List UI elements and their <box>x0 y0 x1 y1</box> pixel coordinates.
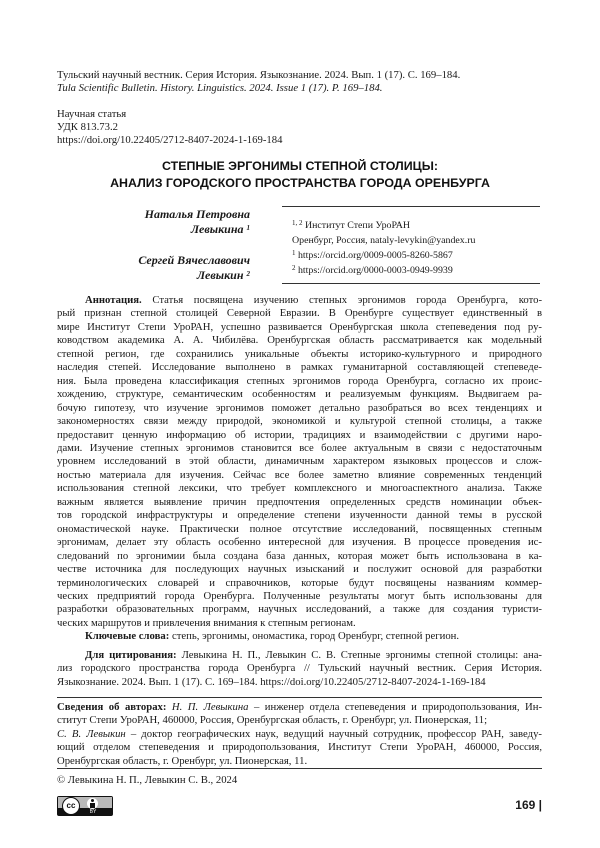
about-line: ститут Степи УроРАН, 460000, Россия, Оренбургская область, г. Оренбург, ул. Пионерская, 11; <box>57 714 488 727</box>
abstract-line: ностью материала для изучения. Сейчас все более заметно влияние современных тенденций <box>57 468 542 481</box>
about-line: ющий отделом степеведения и природопользования, Институт Степи УроРАН, 460000, Россия, <box>57 741 542 754</box>
orcid-2[interactable]: $^2$ https://orcid.org/0000-0003-0949-9939 <box>292 264 453 276</box>
keywords: Ключевые слова: степь, эргонимы, ономастика, город Оренбург, степной регион. <box>85 630 460 643</box>
copyright: © Левыкина Н. П., Левыкин С. В., 2024 <box>57 774 238 786</box>
citation-line: лиз городского пространства города Оренбурга // Тульский научный вестник. Серия История. <box>57 662 542 675</box>
abstract-line: ономастической науке. Практически полное отсутствие исследований, посвященных степным <box>57 522 542 535</box>
abstract-line: предоставит ценную информацию об истории, традициях и взаимодействии с другими наро- <box>57 428 542 441</box>
page-number: 169 | <box>515 798 542 812</box>
abstract <box>57 294 542 644</box>
journal-citation-ru: Тульский научный вестник. Серия История. Языкознание. 2024. Вып. 1 (17). С. 169–184. <box>57 69 461 81</box>
abstract-line: дами. Изучение степных эргонимов становится все более актуальным в связи с недостаточным <box>57 441 542 454</box>
abstract-line: тов городской инфраструктуры и определение степени изученности данной темы в русской <box>57 509 542 522</box>
article-type: Научная статья <box>57 108 127 120</box>
about-line: С. В. Левыкин – доктор географических наук, ведущий научный сотрудник, профессор РАН, заведу- <box>57 727 542 740</box>
author-2-sup: 2 <box>246 270 250 278</box>
abstract-line: степной регион, где сохранились уникальные объекты историко-культурного и природного <box>57 347 542 360</box>
author-2-surname: Левыкин $^2$ <box>196 268 250 282</box>
abstract-line: хождению, структуре, семантическим особенностям и реализуемым функциям. Выдвигаем ра- <box>57 388 542 401</box>
author-2-first-name: Сергей Вячеславович <box>138 253 250 267</box>
abstract-line: эргонимам, делает эту область особенно интересной для изучения. В процессе проведения ис- <box>57 536 542 549</box>
doi-link[interactable]: https://doi.org/10.22405/2712-8407-2024-1-169-184 <box>57 134 283 146</box>
abstract-line: закономерностях связи между природой, экономикой и культурой степной столицы, а также <box>57 415 542 428</box>
by-label: BY <box>89 809 97 815</box>
article-title-line-2: АНАЛИЗ ГОРОДСКОГО ПРОСТРАНСТВА ГОРОДА ОРЕНБУРГА <box>110 176 490 190</box>
abstract-line-last: ческих маршрутов и привлечения внимания к степным регионам. <box>57 616 356 629</box>
author-1-name <box>50 207 250 237</box>
abstract-line: терминологических словарей и справочников, которые будут посвящены названиям коммер- <box>57 576 542 589</box>
abstract-line: наследия степей. Исследование выполнено в рамках гуманитарной составляющей степеведе- <box>57 361 542 374</box>
author-1-sup: 1 <box>246 224 250 232</box>
affiliation-address: Оренбург, Россия, nataly-levykin@yandex.ru <box>292 235 476 246</box>
attribution-person-icon <box>87 798 98 809</box>
abstract-line: ния. Была проведена классификация степных эргонимов города Оренбурга, согласно их проис- <box>57 374 542 387</box>
abstract-line: важным является выявление причин предпочтения определенных средств номинации объек- <box>57 495 542 508</box>
about-authors-bottom-rule <box>57 768 542 769</box>
cc-by-license-badge[interactable] <box>57 796 113 816</box>
abstract-line: рый признан степной столицей Северной Евразии. В Оренбурге существует единственный в <box>57 307 542 320</box>
about-line-1: Сведения об авторах: Н. П. Левыкина – инженер отдела степеведения и природопользования, Ин- <box>57 701 542 713</box>
abstract-line: уровнем исследований в этой области, динамичным характером языковых процессов и слож- <box>57 455 542 468</box>
affiliation-bottom-rule <box>282 283 540 284</box>
abstract-line: ководством академика А. А. Чибилёва. Оренбургская область рассматривается как модельный <box>57 334 542 347</box>
citation-line-1: Для цитирования: Левыкина Н. П., Левыкин С. В. Степные эргонимы степной столицы: ана- <box>85 649 542 661</box>
abstract-line: честве источника для последующих научных изысканий и послужит основой для разработки <box>57 563 542 576</box>
affiliation-top-rule <box>282 206 540 207</box>
author-1-first-name: Наталья Петровна <box>144 207 250 221</box>
citation-line-last: Языкознание. 2024. Вып. 1 (17). С. 169–184. https://doi.org/10.22405/2712-8407-2024-1-169-184 <box>57 675 486 688</box>
udk: УДК 813.73.2 <box>57 121 118 133</box>
about-line: Оренбургская область, г. Оренбург, ул. Пионерская, 11. <box>57 754 308 767</box>
how-to-cite <box>57 649 542 689</box>
abstract-line: использования степной лексики, что требует комплексного и многоаспектного анализа. Также <box>57 482 542 495</box>
about-authors-top-rule <box>57 697 542 698</box>
abstract-line: ческих предприятий города Оренбурга. Полученные результаты могут быть использованы для <box>57 589 542 602</box>
author-1-surname: Левыкина $^1$ <box>190 222 250 236</box>
abstract-line: разработки образовательных программ, научных исследований, а также для создания туристи- <box>57 603 542 616</box>
abstract-line: следований по эргонимии была создана база данных, которая может быть использована в ка- <box>57 549 542 562</box>
article-title-line-1: СТЕПНЫЕ ЭРГОНИМЫ СТЕПНОЙ СТОЛИЦЫ: <box>162 159 438 173</box>
about-authors <box>57 701 542 768</box>
author-2-name <box>50 253 250 283</box>
journal-citation-en: Tula Scientific Bulletin. History. Linguistics. 2024. Issue 1 (17). P. 169–184. <box>57 82 383 94</box>
abstract-line-1: Аннотация. Статья посвящена изучению степных эргонимов города Оренбурга, кото- <box>85 294 543 306</box>
orcid-1[interactable]: $^1$ https://orcid.org/0009-0005-8260-5867 <box>292 249 453 261</box>
abstract-line: мире Институт Степи УроРАН, успешно развивается Оренбургская школа степеведения под ру- <box>57 320 542 333</box>
cc-icon: cc <box>62 797 80 815</box>
abstract-line: бочую гипотезу, что изучение эргонимов поможет детально разобраться во всех тенденциях и <box>57 401 542 414</box>
affiliation-institute: $^{1, 2}$ Институт Степи УроРАН <box>292 219 410 231</box>
